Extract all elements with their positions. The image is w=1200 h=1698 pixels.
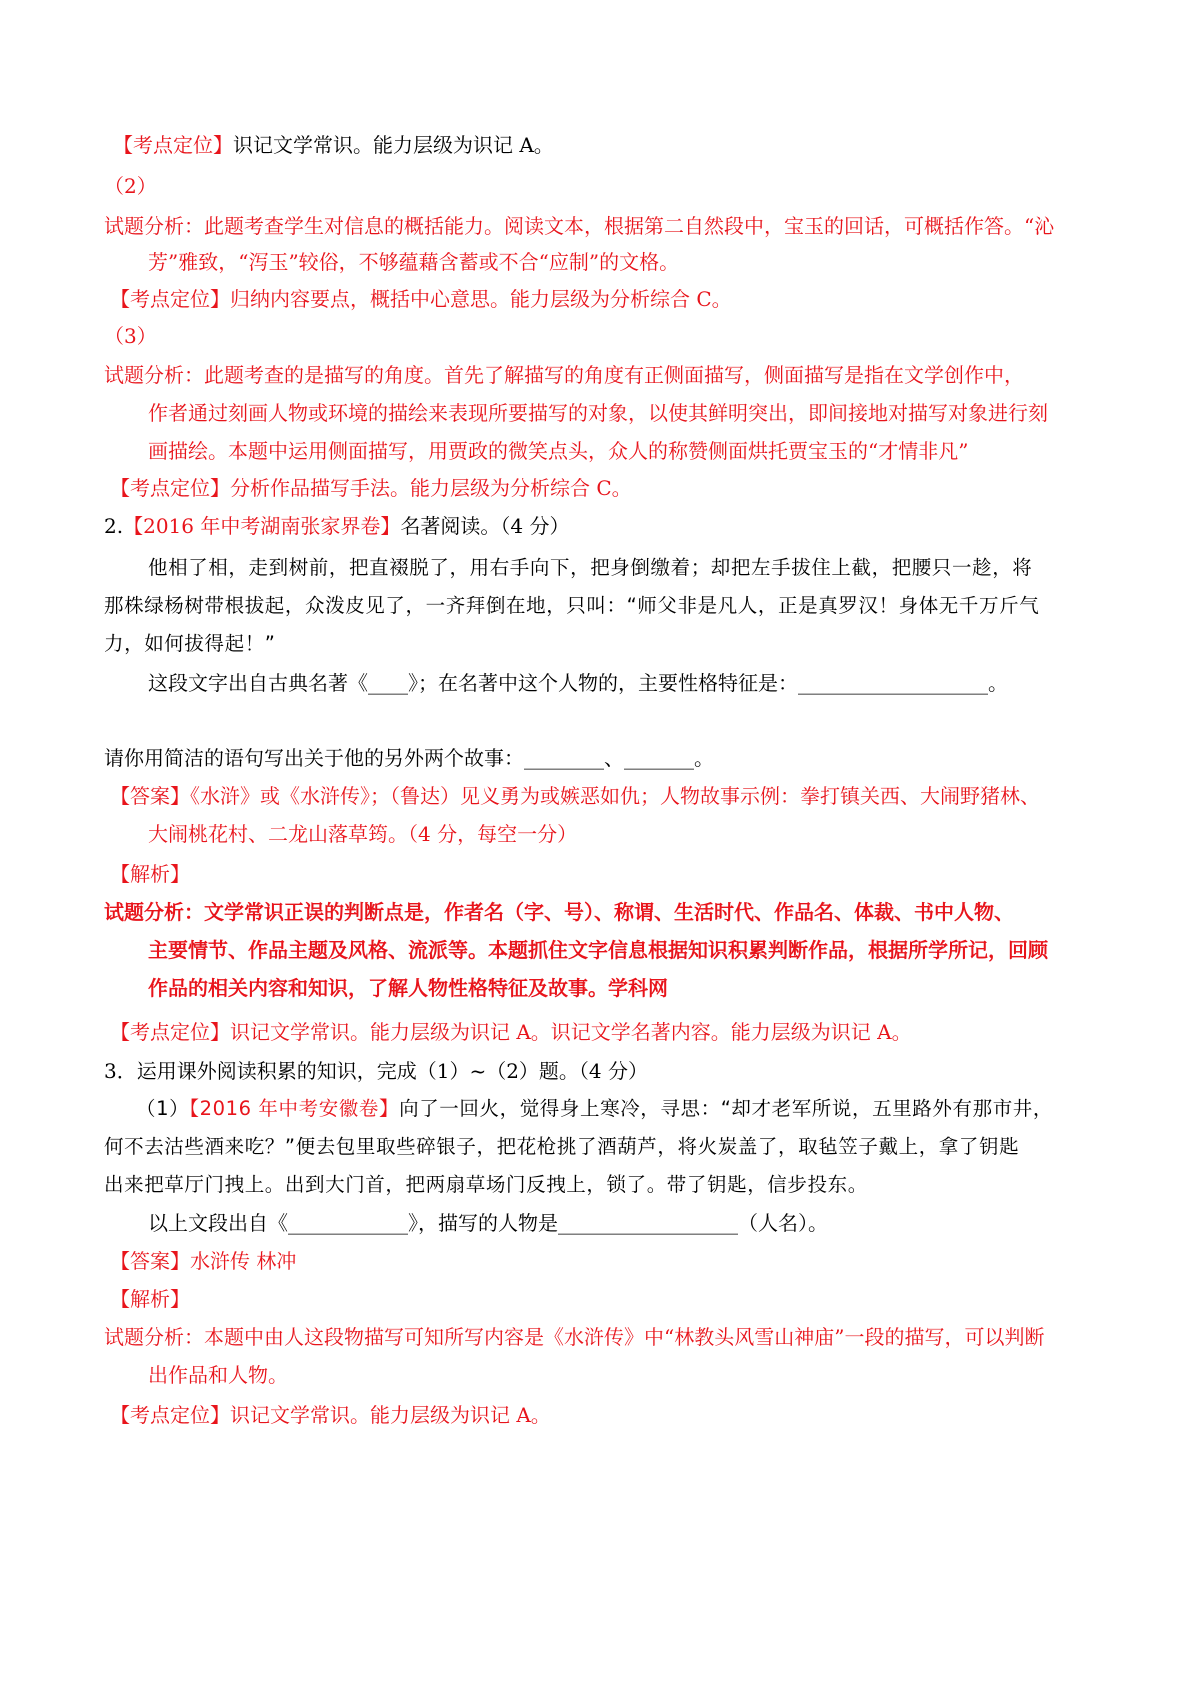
kaodian-line-4 xyxy=(0,1018,1200,1046)
question-2-fill-line-2: 请你用简洁的语句写出关于他的另外两个故事：________、_______。 xyxy=(104,746,714,770)
kaodian-text: 识记文学常识。能力层级为识记 A。识记文学名著内容。能力层级为识记 A。 xyxy=(230,1020,912,1044)
kaodian-line-3 xyxy=(0,474,1200,502)
kaodian-tag: 【考点定位】 xyxy=(110,287,230,311)
answer-2-line-1 xyxy=(0,782,1200,810)
passage-2-line-2: 何不去沽些酒来吃？”便去包里取些碎银子，把花枪挑了酒葫芦，将火炭盖了，取毡笠子戴上，拿了钥匙 xyxy=(104,1135,1020,1158)
answer-3-line xyxy=(0,1247,1200,1275)
passage-1-line-2: 那株绿杨树带根拔起，众泼皮见了，一齐拜倒在地，只叫：“师父非是凡人，正是真罗汉！身体无千万斤气 xyxy=(104,594,1040,617)
question-title: 名著阅读。（4 分） xyxy=(400,514,570,538)
question-source: 【2016 年中考安徽卷】 xyxy=(189,1097,400,1120)
sub-question-2-label: （2） xyxy=(104,174,157,198)
answer-tag: 【答案】 xyxy=(110,1249,190,1273)
question-source: 【2016 年中考湖南张家界卷】 xyxy=(123,514,401,538)
answer-2-line-2: 大闹桃花村、二龙山落草筠。（4 分，每空一分） xyxy=(148,822,578,846)
question-2-fill-line-1: 这段文字出自古典名著《____》；在名著中这个人物的，主要性格特征是：___________________。 xyxy=(148,671,1008,695)
analysis-q2-line-1: 试题分析：文学常识正误的判断点是，作者名（字、号）、称谓、生活时代、作品名、体裁、书中人物、 xyxy=(104,900,1014,924)
question-number: 2. xyxy=(104,514,124,538)
kaodian-tag: 【考点定位】 xyxy=(110,1020,230,1044)
passage-1-line-1: 他相了相，走到树前，把直裰脱了，用右手向下，把身倒缴着；却把左手拔住上截，把腰只一趁，将 xyxy=(148,556,1033,579)
passage-1-line-3: 力，如何拔得起！” xyxy=(104,632,276,655)
sub-question-number: （1） xyxy=(136,1097,190,1120)
answer-text: 水浒传 林冲 xyxy=(190,1249,297,1273)
analysis-2-line-1: 试题分析：此题考查学生对信息的概括能力。阅读文本，根据第二自然段中，宝玉的回话，可概括作答。“沁 xyxy=(104,214,1055,238)
passage-text: 向了一回火，觉得身上寒冷，寻思：“却才老军所说，五里路外有那市井， xyxy=(399,1097,1053,1120)
kaodian-tag: 【考点定位】 xyxy=(113,133,233,157)
answer-text: 《水浒》或《水浒传》；（鲁达）见义勇为或嫉恶如仇；人物故事示例：拳打镇关西、大闹野猪林、 xyxy=(190,784,1040,808)
analysis-2-line-2: 芳”雅致，“泻玉”较俗，不够蕴藉含蓄或不合“应制”的文格。 xyxy=(148,250,680,274)
kaodian-line-2 xyxy=(0,285,1200,313)
kaodian-line-1 xyxy=(0,131,1200,159)
jiexi-tag-2: 【解析】 xyxy=(110,862,190,886)
analysis-3-line-2: 作者通过刻画人物或环境的描绘来表现所要描写的对象，以使其鲜明突出，即间接地对描写对象进行刻 xyxy=(148,401,1048,425)
analysis-q3-line-1: 试题分析：本题中由人这段物描写可知所写内容是《水浒传》中“林教头风雪山神庙”一段的描写，可以判断 xyxy=(104,1325,1045,1349)
question-3-fill-line: 以上文段出自《____________》，描写的人物是__________________（人名）。 xyxy=(148,1211,828,1235)
kaodian-text: 识记文学常识。能力层级为识记 A。 xyxy=(230,1403,551,1427)
analysis-q2-line-2: 主要情节、作品主题及风格、流派等。本题抓住文字信息根据知识积累判断作品，根据所学所记，回顾 xyxy=(148,938,1048,962)
analysis-3-line-3: 画描绘。本题中运用侧面描写，用贾政的微笑点头，众人的称赞侧面烘托贾宝玉的“才情非凡” xyxy=(148,439,969,463)
jiexi-tag-3: 【解析】 xyxy=(110,1287,190,1311)
answer-tag: 【答案】 xyxy=(110,784,190,808)
kaodian-line-5 xyxy=(0,1401,1200,1429)
kaodian-text: 识记文学常识。能力层级为识记 A。 xyxy=(233,133,554,157)
analysis-3-line-1: 试题分析：此题考查的是描写的角度。首先了解描写的角度有正侧面描写，侧面描写是指在文学创作中， xyxy=(104,363,1024,387)
sub-question-3-label: （3） xyxy=(104,324,157,348)
kaodian-tag: 【考点定位】 xyxy=(110,1403,230,1427)
analysis-q3-line-2: 出作品和人物。 xyxy=(148,1363,288,1387)
analysis-q2-line-3: 作品的相关内容和知识，了解人物性格特征及故事。学科网 xyxy=(148,976,668,1000)
passage-2-line-3: 出来把草厅门拽上。出到大门首，把两扇草场门反拽上，锁了。带了钥匙，信步投东。 xyxy=(104,1173,868,1196)
question-2-heading xyxy=(0,512,1200,540)
kaodian-tag: 【考点定位】 xyxy=(110,476,230,500)
question-3-1-line-1 xyxy=(0,1095,1200,1123)
question-3-heading: 3．运用课外阅读积累的知识，完成（1）~（2）题。（4 分） xyxy=(104,1059,649,1083)
kaodian-text: 分析作品描写手法。能力层级为分析综合 C。 xyxy=(230,476,632,500)
kaodian-text: 归纳内容要点，概括中心意思。能力层级为分析综合 C。 xyxy=(230,287,732,311)
